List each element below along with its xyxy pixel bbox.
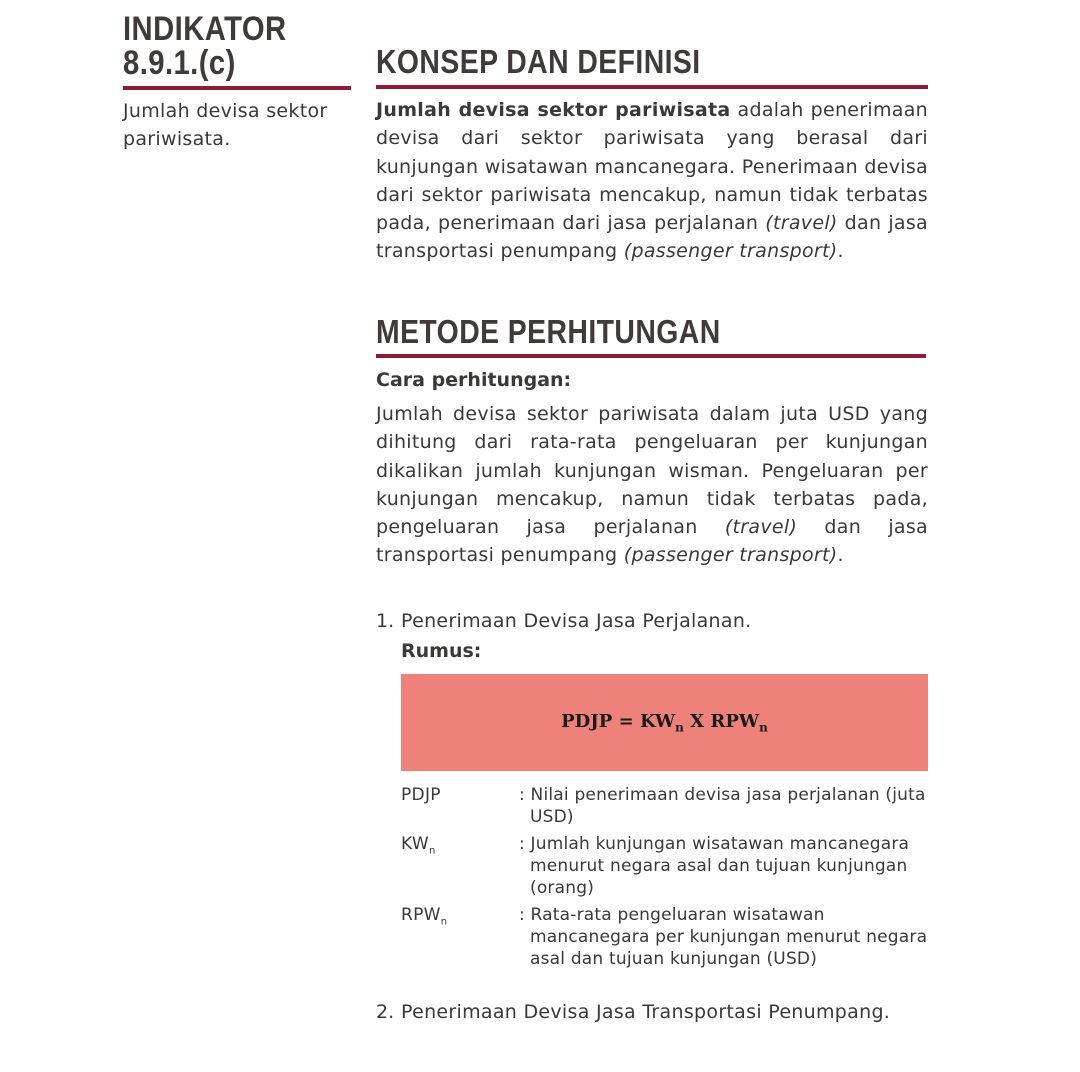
variable-name-pdjp-text: PDJP [401,785,441,805]
konsep-section-title: KONSEP DAN DEFINISI [376,43,701,80]
metode-text-3: . [837,544,844,567]
formula-sub-2: n [759,720,768,735]
metode-text-1: Jumlah devisa sektor pariwisata dalam juta USD yang dihitung dari rata-rata pengeluaran per kunjungan dikalikan jumlah kunjungan wisman. Pengeluaran per kunjungan mencakup, namun tidak terbatas pada, pengeluaran jasa perjalanan [376,403,928,539]
metode-italic-1: (travel) [724,516,798,539]
metode-text-2: dan jasa transportasi penumpang [376,516,928,567]
variable-name-kwn-sub: n [428,845,436,857]
cara-perhitungan-label: Cara perhitungan: [376,369,572,391]
rumus-label: Rumus: [401,640,482,662]
konsep-italic-2: (passenger transport) [623,240,838,263]
indicator-title-line2: 8.9.1.(c) [123,44,236,82]
formula-lhs: PDJP = KW [561,710,676,732]
list-item-1-number: 1. [376,610,395,632]
list-item-1-text: Penerimaan Devisa Jasa Perjalanan. [401,610,752,632]
variable-definition-kwn: : Jumlah kunjungan wisatawan mancanegara menurut negara asal dan tujuan kunjungan (orang) [519,834,910,898]
variable-definition-rpwn: : Rata-rata pengeluaran wisatawan mancanegara per kunjungan menurut negara asal dan tujuan kunjungan (USD) [519,905,928,969]
indicator-title [123,12,321,80]
list-item-2-text: Penerimaan Devisa Jasa Transportasi Penumpang. [401,1001,891,1023]
variable-name-kwn-text: KW [401,834,429,854]
left-divider [123,86,351,90]
list-item-2-number: 2. [376,1001,395,1023]
konsep-paragraph [376,96,928,266]
konsep-text-1: adalah penerimaan devisa dari sektor pariwisata yang berasal dari kunjungan wisatawan mancanegara. Penerimaan devisa dari sektor pariwisata mencakup, namun tidak terbatas pada, penerimaan dari jasa perjalanan [376,99,929,235]
metode-divider [376,354,926,358]
metode-section-title: METODE PERHITUNGAN [376,313,721,350]
konsep-italic-1: (travel) [765,212,838,235]
konsep-bold-lead: Jumlah devisa sektor pariwisata [376,99,731,121]
variable-name-kwn [401,833,436,862]
variable-name-rpwn [401,904,447,933]
variable-name-pdjp [401,784,441,813]
indicator-name: Jumlah devisa sektor pariwisata. [123,100,328,150]
variable-definition-pdjp: : Nilai penerimaan devisa jasa perjalanan (juta USD) [519,785,926,827]
formula-box [401,674,928,771]
indicator-title-line1: INDIKATOR [123,10,287,48]
metode-italic-2: (passenger transport) [623,544,838,567]
variable-name-rpwn-sub: n [440,916,448,928]
konsep-divider [376,85,928,89]
variable-name-rpwn-text: RPW [401,905,441,925]
konsep-text-2: dan jasa transportasi penumpang [376,212,928,263]
metode-paragraph [376,400,928,570]
konsep-text-3: . [837,240,844,263]
formula-mid: X RPW [683,710,760,732]
formula [561,711,768,735]
formula-sub-1: n [675,720,684,735]
